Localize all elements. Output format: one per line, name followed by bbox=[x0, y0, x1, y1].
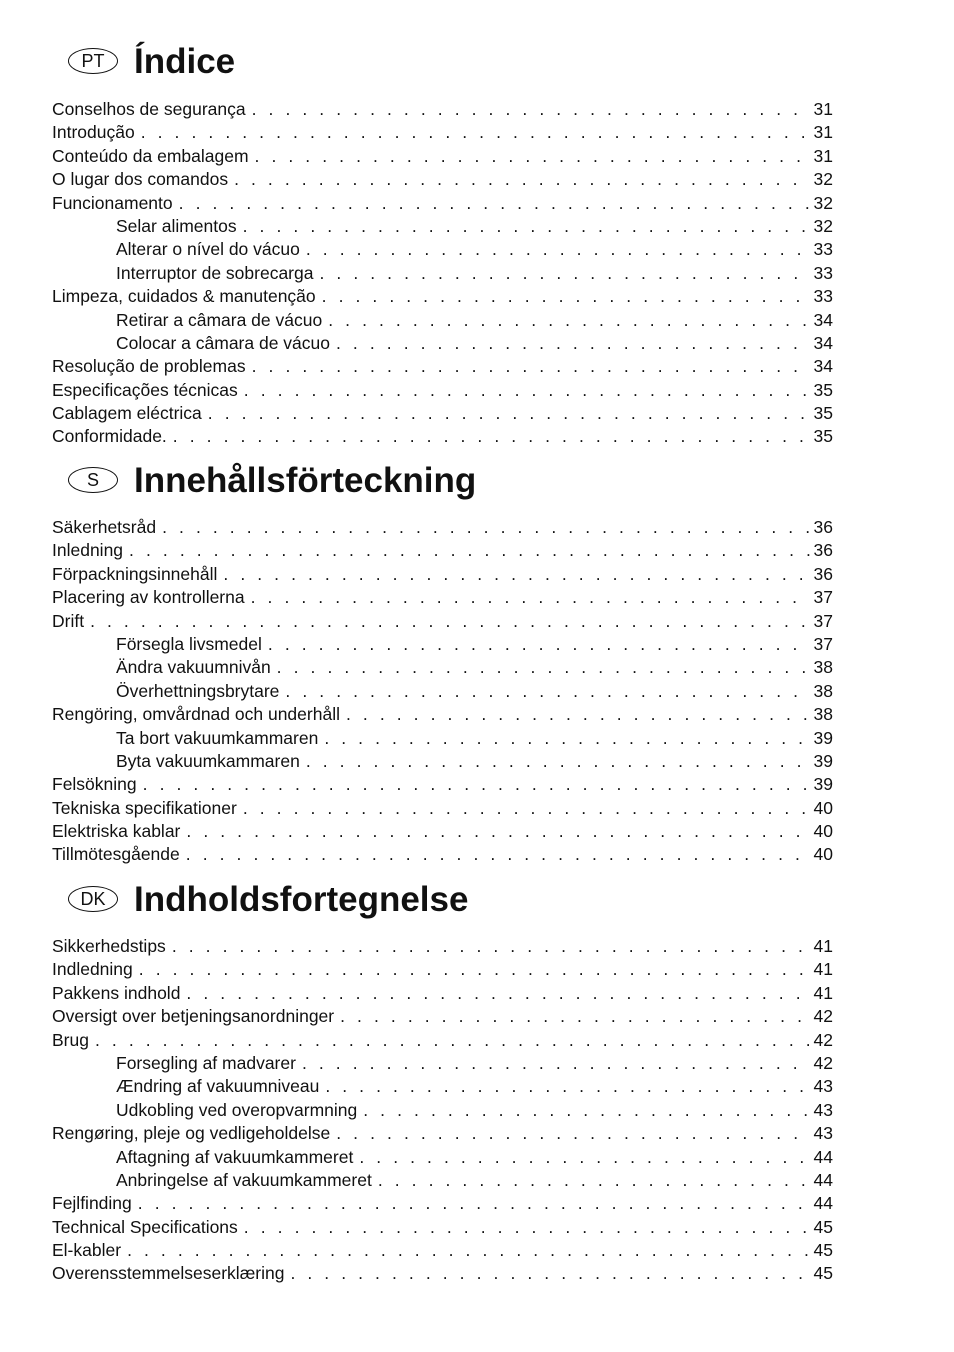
toc-entry-label: Försegla livsmedel bbox=[116, 633, 262, 654]
dot-leader bbox=[324, 727, 809, 750]
toc-page-number: 35 bbox=[813, 426, 833, 447]
toc-entry bbox=[52, 773, 833, 796]
toc-entry-label: Especificações técnicas bbox=[52, 379, 238, 400]
toc-page-number: 45 bbox=[813, 1240, 833, 1261]
toc-subentry bbox=[52, 656, 833, 679]
toc-subentry bbox=[52, 750, 833, 773]
toc-entry-label: O lugar dos comandos bbox=[52, 169, 229, 190]
toc-list bbox=[52, 98, 833, 449]
dot-leader bbox=[179, 192, 810, 215]
toc-entry-label: Förpackningsinnehåll bbox=[52, 563, 218, 584]
toc-entry-label: Retirar a câmara de vácuo bbox=[116, 309, 323, 330]
dot-leader bbox=[243, 797, 810, 820]
toc-entry bbox=[52, 98, 833, 121]
toc-subentry bbox=[52, 633, 833, 656]
toc-entry-label: Fejlfinding bbox=[52, 1193, 132, 1214]
toc-entry-label: El-kabler bbox=[52, 1240, 122, 1261]
dot-leader bbox=[363, 1099, 809, 1122]
toc-entry-label: Resolução de problemas bbox=[52, 356, 246, 377]
dot-leader bbox=[328, 309, 809, 332]
toc-entry-label: Säkerhetsråd bbox=[52, 517, 157, 537]
toc-section-pt bbox=[52, 40, 833, 449]
dot-leader bbox=[129, 539, 809, 562]
toc-entry bbox=[52, 192, 833, 215]
toc-page-number: 31 bbox=[813, 145, 833, 166]
toc-page-number: 42 bbox=[813, 1006, 833, 1027]
toc-entry-label: Colocar a câmara de vácuo bbox=[116, 332, 330, 353]
toc-page-number: 43 bbox=[813, 1076, 833, 1097]
toc-page-number: 35 bbox=[813, 379, 833, 400]
dot-leader bbox=[336, 332, 810, 355]
toc-entry-label: Overensstemmelseserklæring bbox=[52, 1263, 285, 1284]
dot-leader bbox=[378, 1169, 810, 1192]
dot-leader bbox=[186, 843, 810, 866]
dot-leader bbox=[252, 355, 810, 378]
toc-page-number: 45 bbox=[813, 1216, 833, 1237]
toc-entry-label: Drift bbox=[52, 610, 85, 631]
dot-leader bbox=[139, 958, 810, 981]
toc-subentry bbox=[52, 680, 833, 703]
toc-entry bbox=[52, 1216, 833, 1239]
dot-leader bbox=[186, 982, 809, 1005]
dot-leader bbox=[268, 633, 810, 656]
dot-leader bbox=[95, 1029, 810, 1052]
toc-page-number: 45 bbox=[813, 1263, 833, 1284]
toc-subentry bbox=[52, 1146, 833, 1169]
toc-entry-label: Forsegling af madvarer bbox=[116, 1052, 296, 1073]
dot-leader bbox=[244, 379, 810, 402]
dot-leader bbox=[319, 262, 809, 285]
toc-page-number: 34 bbox=[813, 356, 833, 377]
toc-page-number: 36 bbox=[813, 517, 833, 537]
toc-entry bbox=[52, 797, 833, 820]
dot-leader bbox=[223, 563, 809, 586]
toc-entry-label: Funcionamento bbox=[52, 192, 173, 213]
toc-entry-label: Elektriska kablar bbox=[52, 821, 181, 842]
toc-page-number: 34 bbox=[813, 332, 833, 353]
toc-subentry bbox=[52, 1169, 833, 1192]
dot-leader bbox=[306, 238, 810, 261]
toc-entry bbox=[52, 563, 833, 586]
dot-leader bbox=[346, 703, 810, 726]
toc-page-number: 43 bbox=[813, 1099, 833, 1120]
toc-entry bbox=[52, 379, 833, 402]
toc-entry-label: Udkobling ved overopvarmning bbox=[116, 1099, 358, 1120]
dot-leader bbox=[322, 285, 810, 308]
toc-subentry bbox=[52, 215, 833, 238]
toc-subentry bbox=[52, 332, 833, 355]
toc-entry bbox=[52, 610, 833, 633]
toc-entry-label: Rengöring, omvårdnad och underhåll bbox=[52, 704, 340, 725]
dot-leader bbox=[252, 98, 810, 121]
toc-page-number: 42 bbox=[813, 1029, 833, 1050]
toc-subentry bbox=[52, 1052, 833, 1075]
toc-subentry bbox=[52, 309, 833, 332]
toc-page-number: 33 bbox=[813, 286, 833, 307]
section-header bbox=[52, 40, 833, 90]
language-badge: S bbox=[68, 467, 118, 493]
dot-leader bbox=[340, 1005, 809, 1028]
toc-list bbox=[52, 935, 833, 1286]
toc-entry bbox=[52, 145, 833, 168]
toc-page-number: 36 bbox=[813, 540, 833, 561]
toc-entry-label: Anbringelse af vakuumkammeret bbox=[116, 1169, 372, 1190]
toc-page-number: 32 bbox=[813, 192, 833, 213]
toc-section-s bbox=[52, 459, 833, 867]
language-badge: PT bbox=[68, 48, 118, 74]
toc-entry bbox=[52, 843, 833, 866]
dot-leader bbox=[285, 680, 809, 703]
toc-page-number: 43 bbox=[813, 1123, 833, 1144]
dot-leader bbox=[336, 1122, 809, 1145]
toc-entry bbox=[52, 121, 833, 144]
toc-list bbox=[52, 516, 833, 867]
toc-page-number: 41 bbox=[813, 959, 833, 980]
toc-subentry bbox=[52, 1099, 833, 1122]
toc-entry-label: Rengøring, pleje og vedligeholdelse bbox=[52, 1123, 331, 1144]
toc-entry-label: Tillmötesgående bbox=[52, 844, 180, 865]
toc-entry bbox=[52, 516, 833, 539]
toc-page-number: 41 bbox=[813, 982, 833, 1003]
toc-page-number: 31 bbox=[813, 122, 833, 143]
dot-leader bbox=[302, 1052, 810, 1075]
dot-leader bbox=[173, 425, 810, 448]
toc-page-number: 41 bbox=[813, 936, 833, 956]
toc-entry bbox=[52, 168, 833, 191]
toc-entry bbox=[52, 586, 833, 609]
toc-entry bbox=[52, 958, 833, 981]
toc-page-number: 38 bbox=[813, 704, 833, 725]
dot-leader bbox=[127, 1239, 809, 1262]
dot-leader bbox=[234, 168, 809, 191]
toc-page-number: 39 bbox=[813, 774, 833, 795]
toc-entry-label: Byta vakuumkammaren bbox=[116, 750, 300, 771]
toc-entry-label: Ændring af vakuumniveau bbox=[116, 1076, 320, 1097]
toc-entry-label: Cablagem eléctrica bbox=[52, 403, 202, 424]
dot-leader bbox=[143, 773, 810, 796]
section-header bbox=[52, 459, 833, 509]
toc-entry bbox=[52, 402, 833, 425]
toc-entry bbox=[52, 1239, 833, 1262]
toc-entry bbox=[52, 820, 833, 843]
toc-entry bbox=[52, 935, 833, 958]
toc-entry-label: Conselhos de segurança bbox=[52, 99, 246, 119]
dot-leader bbox=[306, 750, 810, 773]
dot-leader bbox=[172, 935, 810, 958]
dot-leader bbox=[251, 586, 810, 609]
toc-page-number: 31 bbox=[813, 99, 833, 119]
dot-leader bbox=[141, 121, 810, 144]
dot-leader bbox=[290, 1262, 809, 1285]
dot-leader bbox=[325, 1075, 809, 1098]
section-title: Innehållsförteckning bbox=[134, 461, 477, 500]
toc-entry bbox=[52, 355, 833, 378]
section-title: Índice bbox=[134, 42, 236, 81]
section-title: Indholdsfortegnelse bbox=[134, 880, 469, 919]
toc-page-number: 38 bbox=[813, 657, 833, 678]
toc-page-number: 44 bbox=[813, 1146, 833, 1167]
toc-entry-label: Överhettningsbrytare bbox=[116, 680, 280, 701]
toc-entry-label: Introdução bbox=[52, 122, 135, 143]
toc-entry bbox=[52, 539, 833, 562]
toc-entry-label: Selar alimentos bbox=[116, 215, 237, 236]
toc-entry bbox=[52, 1005, 833, 1028]
language-badge: DK bbox=[68, 886, 118, 912]
dot-leader bbox=[208, 402, 810, 425]
toc-subentry bbox=[52, 238, 833, 261]
dot-leader bbox=[244, 1216, 810, 1239]
toc-entry-label: Technical Specifications bbox=[52, 1216, 238, 1237]
toc-entry-label: Interruptor de sobrecarga bbox=[116, 262, 314, 283]
toc-entry-label: Tekniska specifikationer bbox=[52, 797, 237, 818]
dot-leader bbox=[138, 1192, 810, 1215]
toc-subentry bbox=[52, 1075, 833, 1098]
toc-page-number: 42 bbox=[813, 1052, 833, 1073]
toc-page-number: 34 bbox=[813, 309, 833, 330]
toc-entry-label: Placering av kontrollerna bbox=[52, 587, 245, 608]
toc-page-number: 33 bbox=[813, 239, 833, 260]
toc-entry-label: Felsökning bbox=[52, 774, 137, 795]
dot-leader bbox=[359, 1146, 809, 1169]
toc-entry-label: Ändra vakuumnivån bbox=[116, 657, 271, 678]
toc-entry bbox=[52, 425, 833, 448]
section-header bbox=[52, 878, 833, 928]
toc-entry-label: Sikkerhedstips bbox=[52, 936, 166, 956]
toc-page-number: 32 bbox=[813, 169, 833, 190]
toc-subentry bbox=[52, 262, 833, 285]
toc-section-dk bbox=[52, 878, 833, 1286]
toc-entry-label: Indledning bbox=[52, 959, 133, 980]
toc-page-number: 44 bbox=[813, 1169, 833, 1190]
toc-entry-label: Brug bbox=[52, 1029, 89, 1050]
toc-page-number: 40 bbox=[813, 797, 833, 818]
dot-leader bbox=[90, 610, 809, 633]
dot-leader bbox=[162, 516, 809, 539]
toc-page-number: 38 bbox=[813, 680, 833, 701]
toc-entry-label: Alterar o nível do vácuo bbox=[116, 239, 300, 260]
toc-page-number: 32 bbox=[813, 215, 833, 236]
dot-leader bbox=[277, 656, 810, 679]
toc-page-number: 44 bbox=[813, 1193, 833, 1214]
toc-entry bbox=[52, 1262, 833, 1285]
toc-page-number: 40 bbox=[813, 821, 833, 842]
toc-entry-label: Pakkens indhold bbox=[52, 982, 181, 1003]
toc-entry-label: Limpeza, cuidados & manutenção bbox=[52, 286, 316, 307]
toc-entry-label: Oversigt over betjeningsanordninger bbox=[52, 1006, 335, 1027]
toc-entry-label: Aftagning af vakuumkammeret bbox=[116, 1146, 354, 1167]
toc-page-number: 40 bbox=[813, 844, 833, 865]
dot-leader bbox=[255, 145, 810, 168]
toc-subentry bbox=[52, 727, 833, 750]
toc-page-number: 37 bbox=[813, 610, 833, 631]
toc-page-number: 39 bbox=[813, 727, 833, 748]
toc-page-number: 35 bbox=[813, 403, 833, 424]
toc-entry-label: Conformidade. bbox=[52, 426, 167, 447]
toc-page-number: 37 bbox=[813, 587, 833, 608]
toc-entry bbox=[52, 1192, 833, 1215]
toc-entry bbox=[52, 1122, 833, 1145]
toc-entry bbox=[52, 1029, 833, 1052]
dot-leader bbox=[186, 820, 809, 843]
toc-entry-label: Ta bort vakuumkammaren bbox=[116, 727, 319, 748]
toc-entry-label: Inledning bbox=[52, 540, 124, 561]
toc-entry bbox=[52, 285, 833, 308]
toc-entry-label: Conteúdo da embalagem bbox=[52, 145, 249, 166]
toc-page-number: 33 bbox=[813, 262, 833, 283]
toc-page-number: 39 bbox=[813, 750, 833, 771]
toc-page-number: 37 bbox=[813, 633, 833, 654]
toc-entry bbox=[52, 982, 833, 1005]
toc-entry bbox=[52, 703, 833, 726]
toc-page-number: 36 bbox=[813, 563, 833, 584]
dot-leader bbox=[243, 215, 810, 238]
